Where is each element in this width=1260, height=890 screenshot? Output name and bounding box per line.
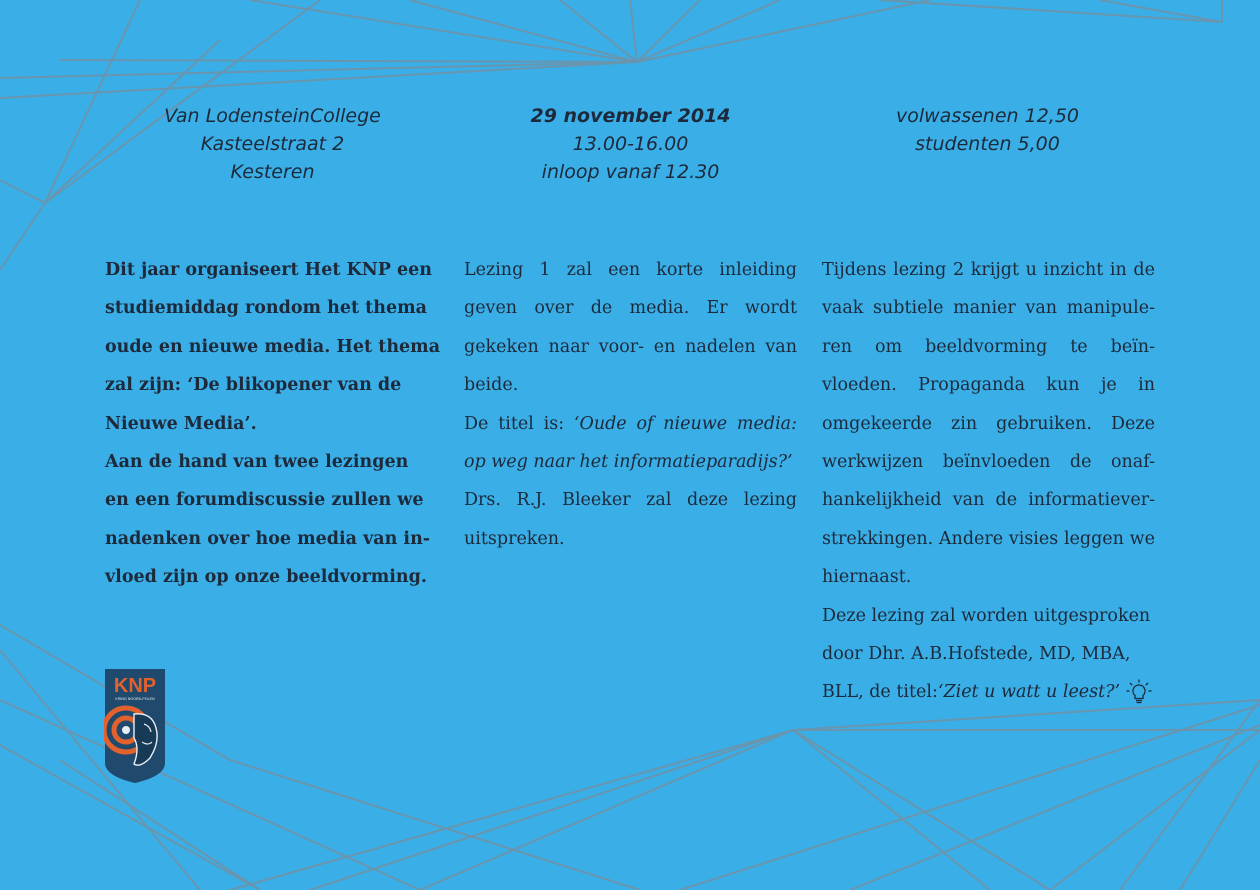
- intro-line: Nieuwe Media’.: [105, 413, 257, 434]
- intro-line: nadenken over hoe media van in-: [105, 528, 431, 549]
- intro-column: [105, 251, 441, 597]
- lecture2-title: ‘Ziet u watt u leest?’: [937, 682, 1121, 703]
- knp-logo: [104, 668, 166, 784]
- intro-line: vloed zijn op onze beeldvorming.: [105, 567, 427, 588]
- intro-line: en een forumdiscussie zullen we: [105, 490, 424, 511]
- event-time: 13.00-16.00: [572, 133, 689, 155]
- lightbulb-icon: [1126, 679, 1152, 707]
- venue-name: Van LodensteinCollege: [164, 105, 381, 127]
- price-info: [845, 102, 1130, 158]
- date-info: [478, 102, 783, 186]
- lecture1-speaker: Drs. R.J. Bleeker zal deze lezing uitspreken.: [464, 490, 797, 549]
- lecture1-title-prefix: De titel is:: [464, 413, 574, 434]
- price-adults: volwassenen 12,50: [895, 105, 1080, 127]
- intro-line: studiemiddag rondom het thema: [105, 298, 427, 319]
- lecture1-title-paragraph: [464, 405, 797, 482]
- lecture1-description: Lezing 1 zal een korte inleiding geven over de media. Er wordt gekeken naar voor- en nadelen van beide.: [464, 260, 797, 396]
- venue-city: Kesteren: [230, 161, 315, 183]
- event-walk-in: inloop vanaf 12.30: [541, 161, 720, 183]
- venue-street: Kasteelstraat 2: [200, 133, 345, 155]
- lecture1-title: ‘Oude of nieuwe media: op weg naar het informatieparadijs?’: [464, 413, 797, 473]
- intro-line: oude en nieuwe media. Het thema: [105, 336, 441, 357]
- lecture1-column: [464, 251, 797, 558]
- event-date: 29 november 2014: [530, 105, 731, 127]
- lecture2-speaker-paragraph: [822, 597, 1155, 712]
- logo-text: KNP: [113, 675, 157, 697]
- lecture2-speaker: Deze lezing zal worden uitgesproken door Dhr. A.B.Hofstede, MD, MBA, BLL, de titel:: [822, 605, 1151, 703]
- intro-line: zal zijn: ‘De blikopener van de: [105, 375, 402, 396]
- lecture2-column: [822, 251, 1155, 712]
- venue-info: [130, 102, 415, 186]
- price-students: studenten 5,00: [915, 133, 1060, 155]
- logo-subtitle: KRING NOORD-POLEN: [115, 697, 155, 701]
- intro-line: Dit jaar organiseert Het KNP een: [105, 260, 432, 280]
- intro-line: Aan de hand van twee lezingen: [105, 452, 409, 473]
- lecture2-description: Tijdens lezing 2 krijgt u inzicht in de vaak subtiele manier van manipule-ren om beeldvorming te beïn-vloeden. Propaganda kun je in omgekeerde zin gebruiken. Deze werkwijzen beïnvloeden de onaf-hankelijkheid van de informatiever-strekkingen. Andere visies leggen we hiernaast.: [822, 260, 1155, 588]
